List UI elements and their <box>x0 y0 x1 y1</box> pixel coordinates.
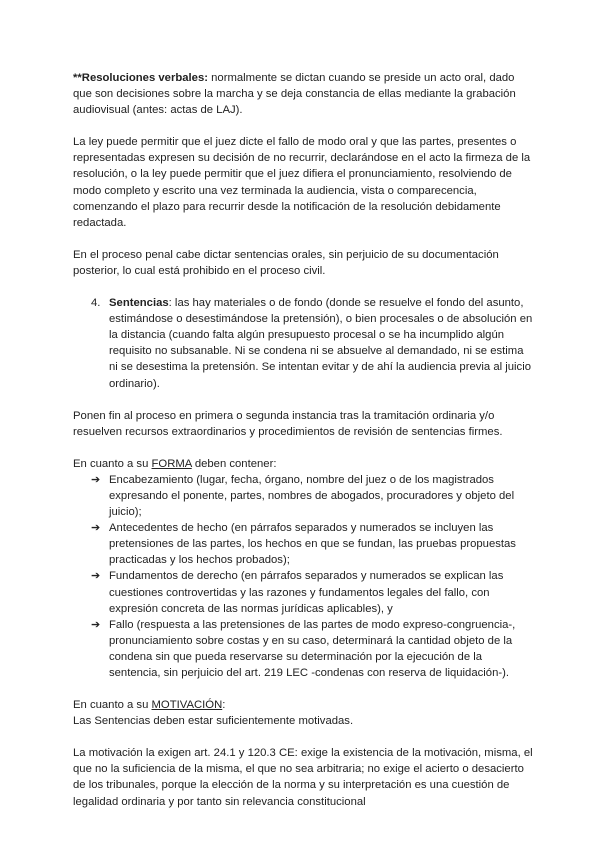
resoluciones-verbales-text: normalmente se dictan cuando se preside un acto oral, dado que son decisiones sobre la marcha y se deja constancia de ellas mediante la grabación audiovisual (antes: actas de LAJ). <box>73 72 516 117</box>
motivacion-line: Las Sentencias deben estar suficientemente motivadas. <box>73 715 354 728</box>
list-item-text: Encabezamiento (lugar, fecha, órgano, nombre del juez o de los magistrados expresando el ponente, partes, nombres de abogados, procuradores y objeto del juicio); <box>109 473 515 519</box>
motivacion-heading <box>73 697 535 713</box>
list-item <box>73 568 535 616</box>
motivacion-suffix: : <box>222 699 226 712</box>
resoluciones-verbales-heading: **Resoluciones verbales: <box>73 72 208 84</box>
document-page <box>73 70 535 810</box>
motivacion-underlined: MOTIVACIÓN <box>151 699 223 712</box>
forma-heading <box>73 456 535 472</box>
list-item-text: Fundamentos de derecho (en párrafos separados y numerados se explican las cuestiones controvertidas y las razones y fundamentos legales del fallo, con expresión concreta de las normas jurídicas aplicables), y <box>109 570 504 615</box>
paragraph-ponen-fin: Ponen fin al proceso en primera o segunda instancia tras la tramitación ordinaria y/o resuelven recursos extraordinarios y procedimientos de revisión de sentencias firmes. <box>73 409 503 438</box>
sentencias-text: : las hay materiales o de fondo (donde se resuelve el fondo del asunto, estimándose o desestimándose la pretensión), o bien procesales o de absolución en la distancia (cuando falta algún presupuesto procesal o se ha incumplido algún requisito no subsanable. Ni se condena ni se absuelve al demandado, ni se estima ni se desestima la pretensión. Se intentan evitar y de ahí la audiencia previa al juicio ordinario). <box>109 297 533 390</box>
paragraph-proceso-penal: En el proceso penal cabe dictar sentencias orales, sin perjuicio de su documentación posterior, lo cual está prohibido en el proceso civil. <box>73 248 499 277</box>
list-item-text: Fallo (respuesta a las pretensiones de las partes de modo expreso-congruencia-, pronunciamiento sobre costas y en su caso, determinará la cantidad objeto de la condena sin que pueda reservarse su determinación por la ejecución de la sentencia, sin perjuicio del art. 219 LEC -condenas con reserva de liquidación-). <box>109 618 516 679</box>
arrow-icon: ➔ <box>91 570 101 583</box>
forma-suffix: deben contener: <box>191 457 277 470</box>
paragraph-fallo-oral: La ley puede permitir que el juez dicte el fallo de modo oral y que las partes, presentes o representadas expresen su decisión de no recurrir, declarándose en el acto la firmeza de la resolución, o la ley puede permitir que el juez difiera el pronunciamiento, resolviendo de modo completo y escrito una vez terminada la audiencia, vista o comparecencia, comenzando el plazo para recurrir desde la notificación de la resolución debidamente redactada. <box>73 136 531 229</box>
list-item <box>73 520 535 568</box>
sentencias-heading: Sentencias <box>109 297 169 310</box>
arrow-icon: ➔ <box>91 473 101 486</box>
paragraph-motivacion-ce: La motivación la exigen art. 24.1 y 120.3 CE: exige la existencia de la motivación, misma, el que no la suficiencia de la misma, el que no sea arbitraria; no exige el acierto o desacierto de los tribunales, porque la elección de la norma y su interpretación es una cuestión de legalidad ordinaria y por tanto sin relevancia constitucional <box>73 747 533 808</box>
arrow-icon: ➔ <box>91 522 101 535</box>
motivacion-prefix: En cuanto a su <box>73 699 152 712</box>
list-item <box>73 472 535 520</box>
forma-list <box>73 472 535 681</box>
list-item-text: Antecedentes de hecho (en párrafos separados y numerados se incluyen las pretensiones de las partes, los hechos en que se fundan, las pruebas propuestas practicadas y los hechos probados); <box>109 522 516 567</box>
list-item <box>73 617 535 681</box>
forma-prefix: En cuanto a su <box>73 457 152 470</box>
arrow-icon: ➔ <box>91 618 101 631</box>
forma-underlined: FORMA <box>151 457 192 470</box>
item-number: 4. <box>91 297 101 310</box>
numbered-item-sentencias <box>73 295 535 392</box>
paragraph-resoluciones-verbales <box>73 70 535 118</box>
